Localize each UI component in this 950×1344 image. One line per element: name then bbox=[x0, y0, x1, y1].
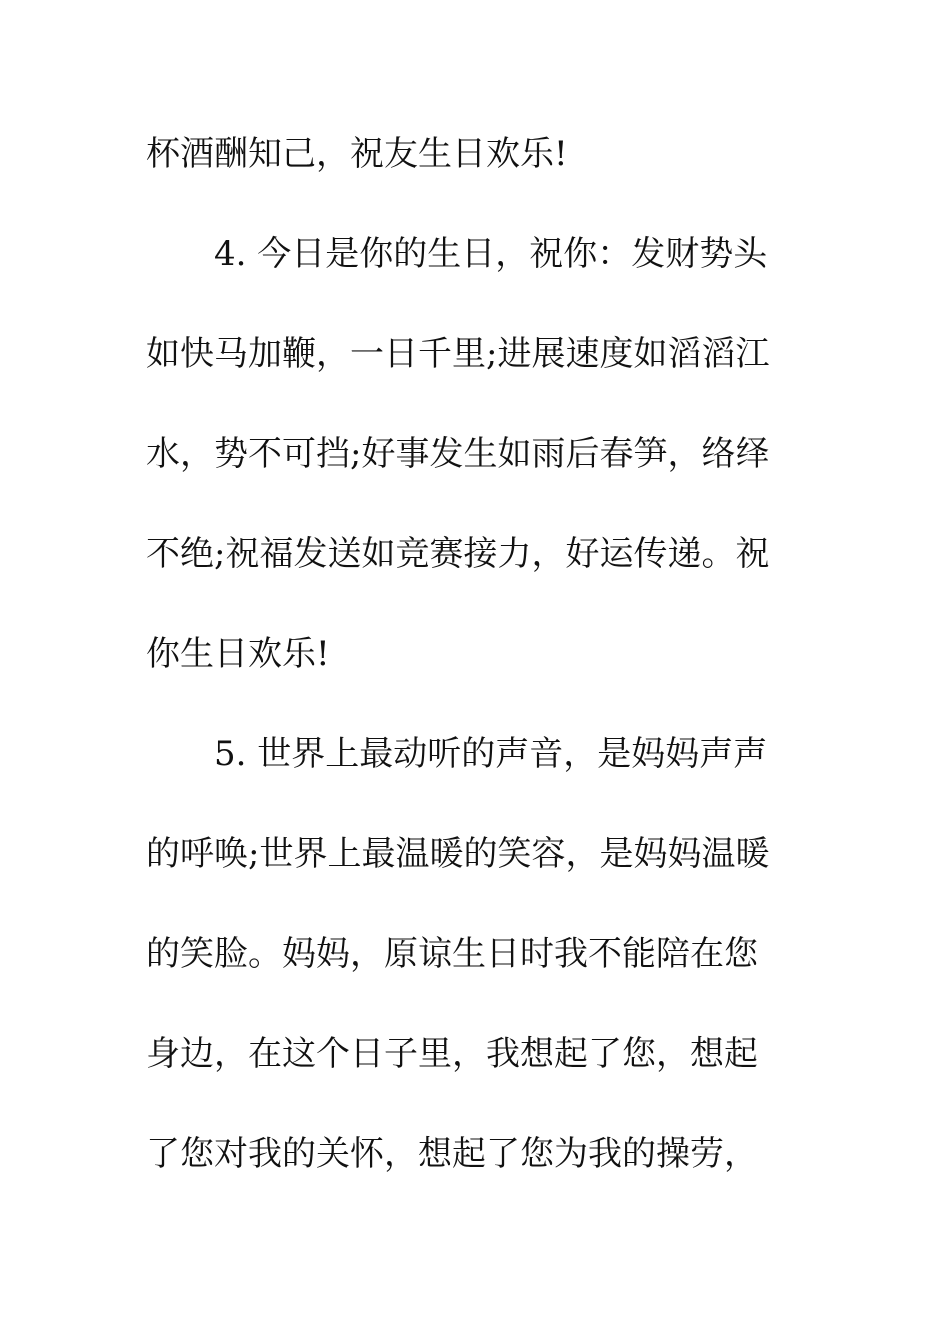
text-line: 了您对我的关怀，想起了您为我的操劳， bbox=[146, 1134, 758, 1174]
text-line: 的笑脸。妈妈，原谅生日时我不能陪在您 bbox=[146, 934, 758, 974]
text-line: 身边，在这个日子里，我想起了您，想起 bbox=[146, 1034, 758, 1074]
text-line: 水，势不可挡;好事发生如雨后春笋，络绎 bbox=[146, 434, 770, 474]
text-line: 不绝;祝福发送如竞赛接力，好运传递。祝 bbox=[146, 534, 770, 574]
text-line: 如快马加鞭，一日千里;进展速度如滔滔江 bbox=[146, 334, 770, 374]
paragraph-4-start: 4. 今日是你的生日，祝你：发财势头 bbox=[214, 234, 768, 274]
paragraph-5-start: 5. 世界上最动听的声音，是妈妈声声 bbox=[214, 734, 768, 774]
text-line: 的呼唤;世界上最温暖的笑容，是妈妈温暖 bbox=[146, 834, 770, 874]
text-line: 你生日欢乐! bbox=[146, 634, 330, 674]
text-line: 杯酒酬知己，祝友生日欢乐! bbox=[146, 134, 568, 174]
